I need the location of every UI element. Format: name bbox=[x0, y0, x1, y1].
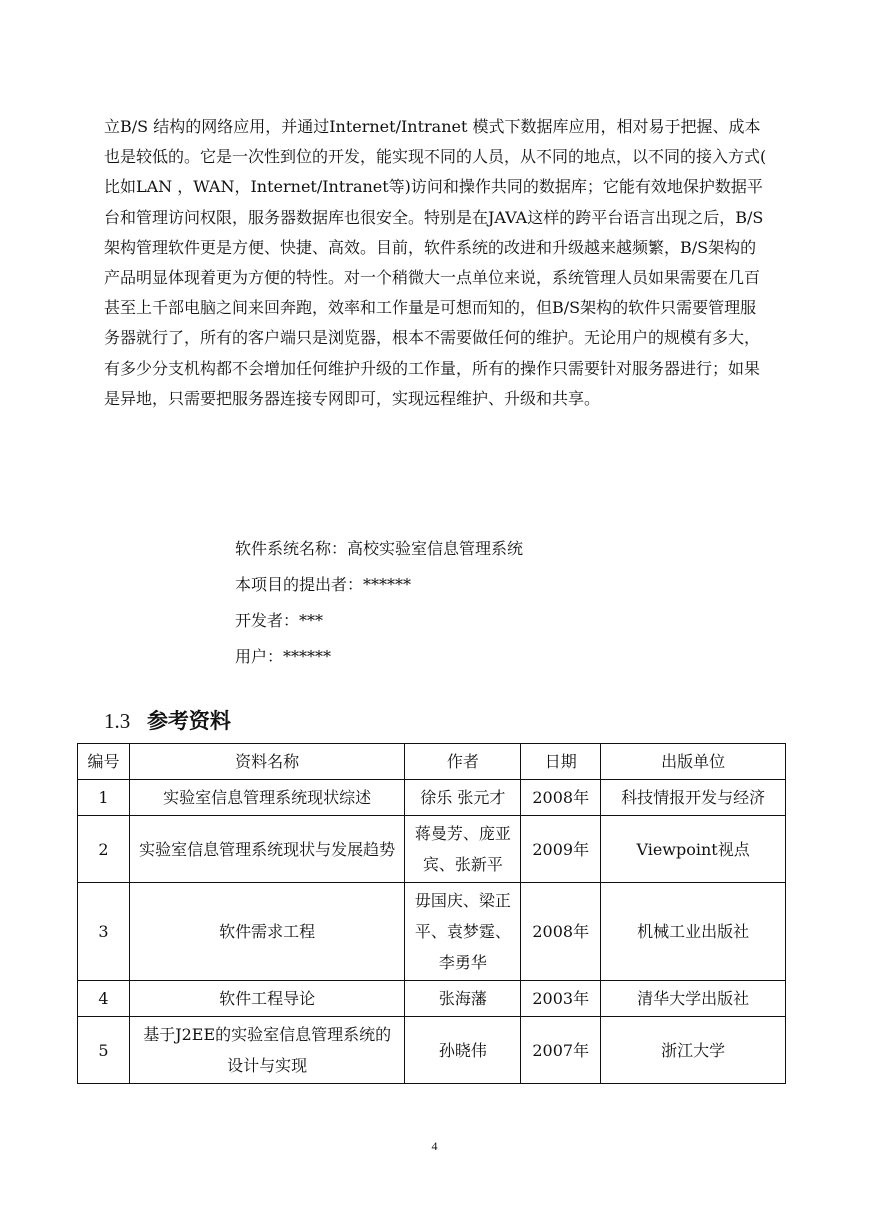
table-row bbox=[78, 981, 786, 1017]
cell-name: 软件需求工程 bbox=[129, 883, 404, 981]
section-title: 参考资料 bbox=[146, 709, 231, 733]
cell-author: 张海藩 bbox=[405, 981, 521, 1017]
cell-author: 徐乐 张元才 bbox=[405, 780, 521, 816]
cell-publisher: 清华大学出版社 bbox=[601, 981, 786, 1017]
section-number: 1.3 bbox=[104, 709, 131, 733]
cell-date: 2007年 bbox=[521, 1017, 601, 1084]
header-name: 资料名称 bbox=[129, 744, 404, 780]
cell-id: 2 bbox=[78, 816, 130, 883]
cell-name: 实验室信息管理系统现状与发展趋势 bbox=[129, 816, 404, 883]
cell-date: 2008年 bbox=[521, 780, 601, 816]
cell-publisher: 机械工业出版社 bbox=[601, 883, 786, 981]
cell-date: 2009年 bbox=[521, 816, 601, 883]
table-row bbox=[78, 780, 786, 816]
cell-author: 毋国庆、梁正平、袁梦霆、李勇华 bbox=[405, 883, 521, 981]
header-date: 日期 bbox=[521, 744, 601, 780]
cell-id: 3 bbox=[78, 883, 130, 981]
cell-author: 孙晓伟 bbox=[405, 1017, 521, 1084]
developer-line: 开发者：*** bbox=[235, 611, 324, 630]
table-row bbox=[78, 1017, 786, 1084]
cell-id: 4 bbox=[78, 981, 130, 1017]
references-table bbox=[77, 743, 786, 1084]
table-row bbox=[78, 816, 786, 883]
header-author: 作者 bbox=[405, 744, 521, 780]
cell-date: 2008年 bbox=[521, 883, 601, 981]
table-header-row bbox=[78, 744, 786, 780]
cell-id: 5 bbox=[78, 1017, 130, 1084]
cell-publisher: 科技情报开发与经济 bbox=[601, 780, 786, 816]
cell-name: 实验室信息管理系统现状综述 bbox=[129, 780, 404, 816]
cell-date: 2003年 bbox=[521, 981, 601, 1017]
body-paragraph: 立B/S 结构的网络应用，并通过Internet/Intranet 模式下数据库应用，相对易于把握、成本也是较低的。它是一次性到位的开发，能实现不同的人员，从不同的地点，以不同的接入方式( 比如LAN ，WAN，Internet/Intranet等)访问和操作共同的数据库；它能有效地保护数据平台和管理访问权限，服务器数据库也很安全。特别是在JAVA这样的跨平台语言出现之后，B/S架构管理软件更是方便、快捷、高效。目前，软件系统的改进和升级越来越频繁，B/S架构的产品明显体现着更为方便的特性。对一个稍微大一点单位来说，系统管理人员如果需要在几百甚至上千部电脑之间来回奔跑，效率和工作量是可想而知的，但B/S架构的软件只需要管理服务器就行了，所有的客户端只是浏览器，根本不需要做任何的维护。无论用户的规模有多大，有多少分支机构都不会增加任何维护升级的工作量，所有的操作只需要针对服务器进行；如果是异地，只需要把服务器连接专网即可，实现远程维护、升级和共享。 bbox=[104, 117, 767, 408]
cell-name: 基于J2EE的实验室信息管理系统的设计与实现 bbox=[129, 1017, 404, 1084]
cell-name: 软件工程导论 bbox=[129, 981, 404, 1017]
header-publisher: 出版单位 bbox=[601, 744, 786, 780]
table-row bbox=[78, 883, 786, 981]
cell-publisher: Viewpoint视点 bbox=[601, 816, 786, 883]
system-name-line: 软件系统名称：高校实验室信息管理系统 bbox=[235, 539, 524, 558]
page-number: 4 bbox=[431, 1139, 438, 1153]
header-id: 编号 bbox=[78, 744, 130, 780]
proposer-line: 本项目的提出者：****** bbox=[235, 575, 412, 594]
user-line: 用户：****** bbox=[235, 647, 332, 666]
section-heading bbox=[104, 706, 231, 736]
project-info-block bbox=[235, 531, 523, 675]
cell-id: 1 bbox=[78, 780, 130, 816]
cell-publisher: 浙江大学 bbox=[601, 1017, 786, 1084]
cell-author: 蒋曼芳、庞亚宾、张新平 bbox=[405, 816, 521, 883]
